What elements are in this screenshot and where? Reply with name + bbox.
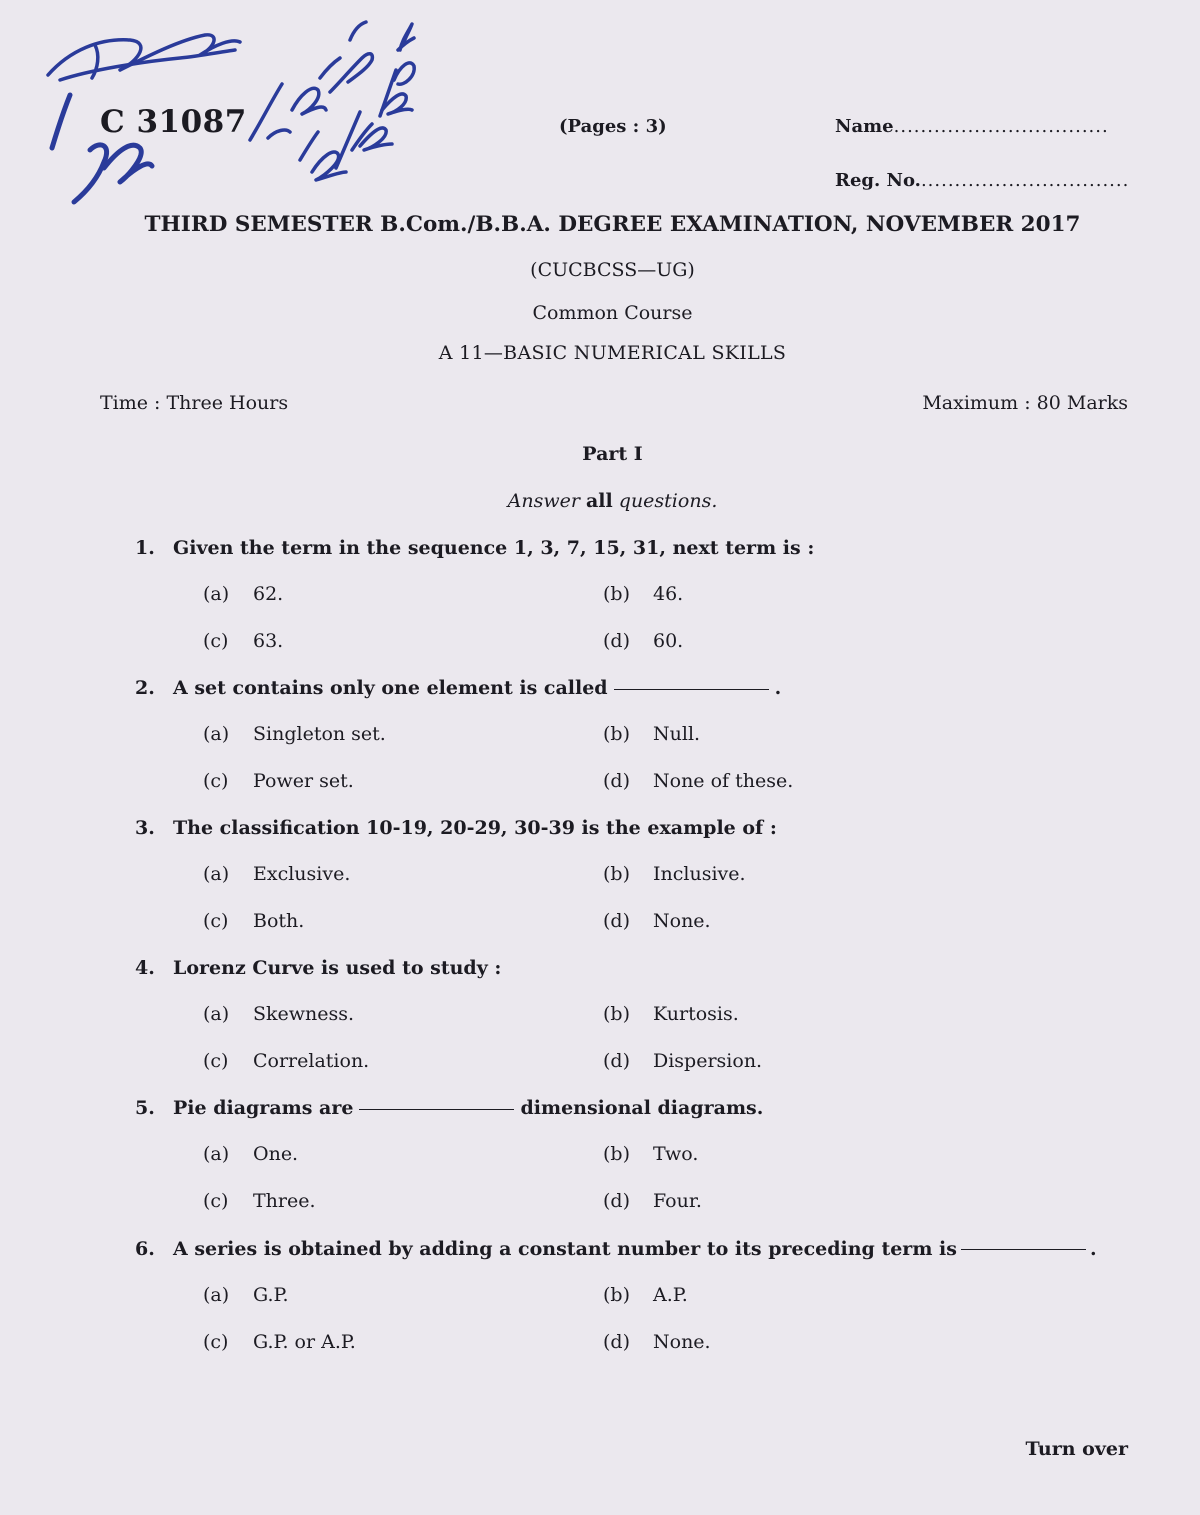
option-text: None.: [653, 1331, 711, 1353]
part-heading: Part I: [582, 443, 643, 465]
maximum-marks: Maximum : 80 Marks: [922, 392, 1128, 414]
option-text: A.P.: [653, 1284, 688, 1306]
option-label: (c): [203, 1050, 229, 1072]
exam-title: THIRD SEMESTER B.Com./B.B.A. DEGREE EXAMINATION, NOVEMBER 2017: [144, 212, 1081, 237]
option-text: 60.: [653, 630, 684, 652]
answer-blank: [614, 689, 769, 690]
question-text: Given the term in the sequence 1, 3, 7, 15, 31, next term is :: [173, 537, 815, 559]
question: [135, 817, 777, 839]
option-text: Dispersion.: [653, 1050, 763, 1072]
option-a: [203, 1284, 289, 1306]
instruction-bold: all: [585, 490, 613, 512]
question-number: 6.: [135, 1238, 155, 1260]
option-d: [603, 630, 683, 652]
option-text: None of these.: [653, 770, 794, 792]
option-d: [603, 1190, 702, 1212]
option-text: Power set.: [253, 770, 354, 792]
option-c: [203, 910, 304, 932]
option-label: (d): [603, 910, 630, 932]
option-text: Skewness.: [253, 1003, 355, 1025]
time-allowed: Time : Three Hours: [100, 392, 289, 414]
option-d: [603, 770, 793, 792]
option-text: None.: [653, 910, 711, 932]
option-c: [203, 1190, 316, 1212]
course-type: Common Course: [532, 302, 693, 324]
question: [135, 1097, 763, 1119]
question-text: Lorenz Curve is used to study :: [173, 957, 502, 979]
option-label: (b): [603, 863, 630, 885]
option-text: Three.: [253, 1190, 316, 1212]
option-a: [203, 583, 283, 605]
question-text-end: .: [1089, 1238, 1097, 1260]
option-a: [203, 1003, 354, 1025]
option-c: [203, 630, 283, 652]
option-b: [603, 863, 746, 885]
option-c: [203, 1050, 369, 1072]
question-number: 1.: [135, 537, 155, 559]
scheme: (CUCBCSS—UG): [530, 259, 695, 281]
question-number: 5.: [135, 1097, 155, 1119]
option-text: Correlation.: [253, 1050, 370, 1072]
question: [135, 537, 814, 559]
option-label: (a): [203, 583, 230, 605]
option-label: (d): [603, 630, 630, 652]
option-text: Exclusive.: [253, 863, 351, 885]
option-d: [603, 1050, 762, 1072]
option-d: [603, 1331, 711, 1353]
option-label: (b): [603, 1284, 630, 1306]
option-label: (b): [603, 1143, 630, 1165]
option-text: Both.: [253, 910, 305, 932]
option-text: Four.: [653, 1190, 702, 1212]
option-label: (d): [603, 1331, 630, 1353]
option-a: [203, 1143, 298, 1165]
option-d: [603, 910, 711, 932]
option-b: [603, 1143, 698, 1165]
option-label: (c): [203, 910, 229, 932]
subject-title: A 11—BASIC NUMERICAL SKILLS: [438, 342, 787, 364]
option-text: Inclusive.: [653, 863, 746, 885]
option-a: [203, 723, 386, 745]
instruction-pre: Answer: [507, 490, 580, 512]
answer-blank: [961, 1249, 1086, 1250]
question: [135, 957, 501, 979]
option-label: (c): [203, 1190, 229, 1212]
option-text: 62.: [253, 583, 284, 605]
option-label: (d): [603, 1190, 630, 1212]
option-a: [203, 863, 350, 885]
question-text: The classification 10-19, 20-29, 30-39 is the example of :: [173, 817, 777, 839]
option-label: (c): [203, 1331, 229, 1353]
question-text: A set contains only one element is called: [173, 677, 608, 699]
option-label: (a): [203, 863, 230, 885]
option-text: 63.: [253, 630, 284, 652]
option-label: (b): [603, 583, 630, 605]
turn-over-note: Turn over: [1025, 1438, 1128, 1460]
option-c: [203, 770, 354, 792]
option-b: [603, 1284, 688, 1306]
page-count: (Pages : 3): [559, 116, 667, 137]
option-label: (c): [203, 630, 229, 652]
question: [135, 677, 781, 699]
question: [135, 1238, 1097, 1260]
question-number: 4.: [135, 957, 155, 979]
question-text: A series is obtained by adding a constant number to its preceding term is: [173, 1238, 957, 1260]
name-dots: ................................: [893, 116, 1109, 137]
option-b: [603, 723, 700, 745]
option-label: (d): [603, 770, 630, 792]
option-label: (a): [203, 723, 230, 745]
instruction: [0, 490, 1200, 512]
exam-code: C 31087: [100, 104, 247, 140]
instruction-post: questions.: [618, 490, 718, 512]
option-b: [603, 1003, 739, 1025]
option-label: (c): [203, 770, 229, 792]
reg-no-field: [835, 170, 1129, 191]
option-label: (a): [203, 1284, 230, 1306]
question-text: Pie diagrams are: [173, 1097, 354, 1119]
option-text: G.P. or A.P.: [253, 1331, 356, 1353]
reg-label: Reg. No.: [835, 170, 921, 191]
option-text: G.P.: [253, 1284, 289, 1306]
question-text-end: dimensional diagrams.: [520, 1097, 764, 1119]
option-label: (b): [603, 1003, 630, 1025]
option-c: [203, 1331, 356, 1353]
question-number: 3.: [135, 817, 155, 839]
question-number: 2.: [135, 677, 155, 699]
answer-blank: [359, 1109, 514, 1110]
reg-dots: ...............................: [920, 170, 1130, 191]
option-text: Kurtosis.: [653, 1003, 739, 1025]
option-label: (b): [603, 723, 630, 745]
option-text: One.: [253, 1143, 299, 1165]
question-text-end: .: [774, 677, 782, 699]
option-label: (d): [603, 1050, 630, 1072]
option-text: Null.: [653, 723, 701, 745]
option-label: (a): [203, 1003, 230, 1025]
option-b: [603, 583, 683, 605]
option-label: (a): [203, 1143, 230, 1165]
name-label: Name: [835, 116, 894, 137]
option-text: Two.: [653, 1143, 699, 1165]
name-field: [835, 116, 1109, 137]
option-text: 46.: [653, 583, 684, 605]
option-text: Singleton set.: [253, 723, 386, 745]
